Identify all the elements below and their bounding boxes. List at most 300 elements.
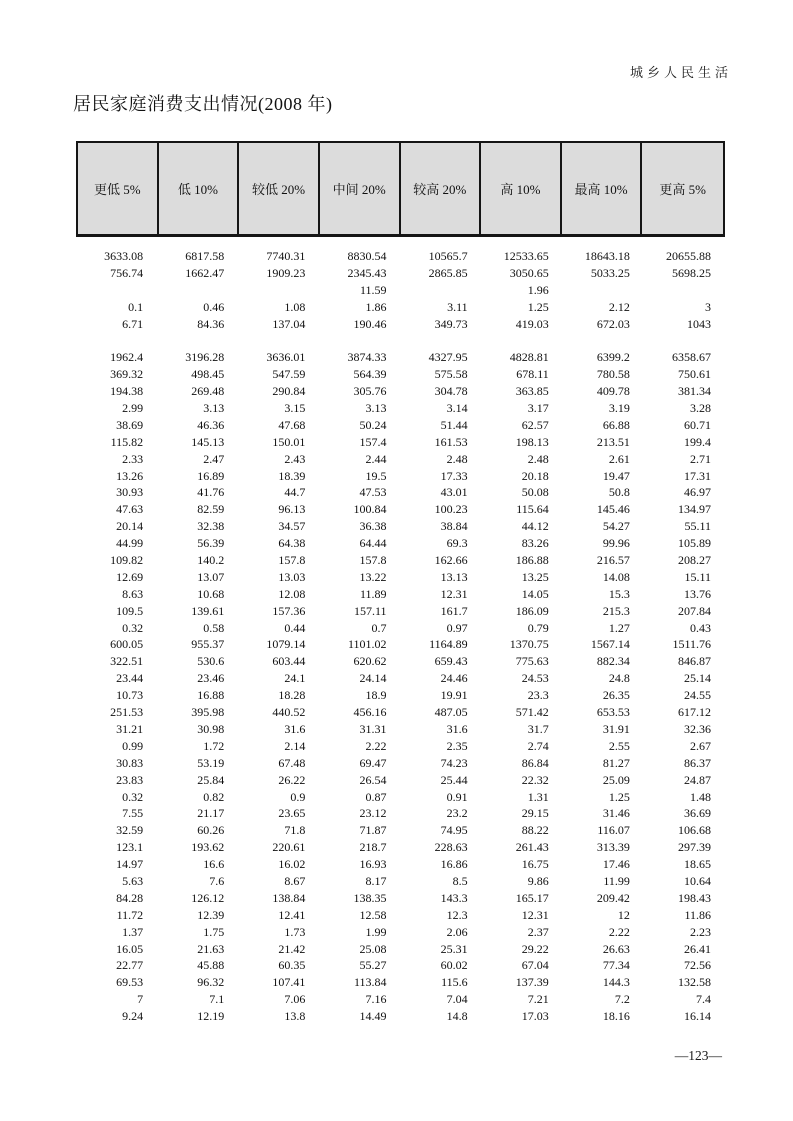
table-cell: 47.63 [116,502,144,517]
table-cell: 3.13 [203,401,225,416]
table-cell: 3.11 [447,299,468,314]
table-cell: 0.44 [284,620,306,635]
column-header: 更高 5% [659,182,706,197]
table-cell: 43.01 [440,485,468,500]
table-cell: 16.88 [197,688,225,703]
table-cell: 41.76 [197,485,225,500]
table-cell: 157.11 [353,603,387,618]
table-cell: 24.46 [440,671,468,686]
table-cell: 2.55 [608,738,630,753]
table-cell: 14.08 [602,569,630,584]
table-row [76,484,725,501]
table-cell: 16.05 [116,941,144,956]
column-header: 较低 20% [239,143,320,234]
table-cell: 17.31 [684,468,711,483]
table-row [76,670,725,687]
table-cell: 3633.08 [104,249,144,263]
table-cell: 72.56 [684,958,711,973]
table-cell: 32.36 [684,721,711,736]
table-cell: 8.63 [122,586,144,601]
table-cell: 31.7 [527,721,549,736]
table-row [76,805,725,822]
table-cell: 305.76 [353,384,387,399]
table-cell: 144.3 [602,975,630,990]
table-cell: 30.98 [197,721,225,736]
table-cell: 1.37 [122,924,144,939]
table-cell: 44.99 [116,536,144,551]
table-row [76,332,725,349]
table-cell: 23.65 [278,806,306,821]
table-cell: 53.19 [197,755,225,770]
table-cell: 251.53 [110,705,144,720]
table-cell: 5033.25 [590,265,630,280]
table-cell: 12.58 [359,907,387,922]
table-cell: 1.75 [203,924,225,939]
table-cell: 51.44 [440,417,468,432]
table-cell: 1164.89 [429,637,468,652]
table-cell: 780.58 [596,367,630,382]
table-cell: 209.42 [596,890,630,905]
table-cell: 1.27 [608,620,630,635]
table-cell: 50.08 [521,485,549,500]
consumption-table [76,141,725,1025]
table-cell: 69.47 [359,755,387,770]
table-row [76,941,725,958]
table-cell: 4828.81 [509,350,549,365]
table-cell: 11.72 [116,907,144,922]
table-cell: 145.46 [596,502,630,517]
table-cell: 8.67 [284,873,306,888]
table-cell: 18643.18 [584,249,630,263]
table-cell: 7 [137,992,144,1007]
table-cell: 106.68 [678,823,711,838]
table-cell: 60.02 [440,958,468,973]
table-row [76,535,725,552]
table-cell: 678.11 [516,367,549,382]
table-cell: 1.96 [527,282,549,297]
table-cell: 157.4 [359,434,387,449]
table-cell: 55.11 [684,519,711,534]
table-cell: 13.26 [116,468,144,483]
table-row [76,248,725,265]
table-cell: 26.54 [359,772,387,787]
table-cell: 54.27 [602,519,630,534]
table-cell: 143.3 [440,890,468,905]
table-cell: 0.32 [122,789,144,804]
table-cell: 109.82 [110,553,144,568]
table-cell: 0.99 [122,738,144,753]
table-cell: 0.97 [446,620,468,635]
table-cell: 3.17 [527,401,549,416]
table-cell: 955.37 [191,637,225,652]
table-cell: 13.03 [278,569,306,584]
table-cell: 23.46 [197,671,225,686]
table-cell: 12533.65 [503,249,549,263]
table-cell: 1662.47 [185,265,225,280]
table-cell: 13.25 [521,569,549,584]
table-cell: 25.31 [440,941,468,956]
table-cell: 14.8 [446,1009,468,1024]
table-cell: 21.17 [197,806,225,821]
table-row [76,772,725,789]
table-cell: 83.26 [521,536,549,551]
table-cell: 750.61 [678,367,711,382]
table-cell: 571.42 [515,705,549,720]
table-cell: 659.43 [434,654,468,669]
table-cell: 7.6 [209,873,225,888]
table-cell: 7.06 [284,992,306,1007]
table-cell: 45.88 [197,958,225,973]
table-cell: 139.61 [191,603,225,618]
table-cell: 18.39 [278,468,306,483]
table-cell: 1.86 [365,299,387,314]
table-cell: 12.69 [116,569,144,584]
table-cell: 1909.23 [266,265,306,280]
table-cell: 23.44 [116,671,144,686]
table-cell: 0.7 [371,620,387,635]
table-cell: 198.43 [678,890,711,905]
table-row [76,924,725,941]
table-cell: 261.43 [515,840,549,855]
column-header: 低 10% [159,143,240,234]
table-row [76,468,725,485]
table-cell: 145.13 [191,434,225,449]
table-cell: 140.2 [197,553,225,568]
table-cell: 126.12 [191,890,225,905]
table-cell: 547.59 [272,367,306,382]
table-cell: 96.13 [278,502,306,517]
table-cell: 220.61 [272,840,306,855]
table-cell: 5698.25 [672,265,711,280]
table-cell: 8.17 [365,873,387,888]
table-cell: 84.28 [116,890,144,905]
table-cell [238,282,319,299]
table-cell: 64.44 [359,536,387,551]
table-cell: 10.68 [197,586,225,601]
table-cell: 6399.2 [596,350,630,365]
table-cell: 31.46 [602,806,630,821]
table-cell: 3.19 [608,401,630,416]
table-cell: 25.08 [359,941,387,956]
table-cell: 13.22 [359,569,387,584]
table-row [76,721,725,738]
table-cell: 2.99 [122,401,144,416]
table-cell: 137.04 [272,316,306,331]
table-cell: 10565.7 [428,249,468,263]
table-cell: 1.72 [203,738,225,753]
table-cell: 107.41 [272,975,306,990]
table-cell: 24.14 [359,671,387,686]
table-cell: 69.3 [446,536,468,551]
table-row [76,839,725,856]
table-cell: 56.39 [197,536,225,551]
table-cell: 5.63 [122,873,144,888]
table-row [76,822,725,839]
table-cell: 134.97 [678,502,711,517]
table-cell [76,332,157,349]
table-cell [482,332,563,349]
table-cell: 1.25 [527,299,549,314]
table-cell: 1043 [687,316,711,331]
table-cell: 7740.31 [266,249,306,263]
table-cell: 67.04 [521,958,549,973]
table-cell: 3 [705,299,711,314]
table-cell: 46.97 [684,485,711,500]
table-cell: 3636.01 [266,350,306,365]
table-cell: 498.45 [191,367,225,382]
table-cell: 100.23 [434,502,468,517]
table-cell: 24.1 [284,671,306,686]
table-cell: 193.62 [191,840,225,855]
table-cell: 369.32 [110,367,144,382]
table-cell: 17.03 [521,1009,549,1024]
table-cell: 16.75 [521,857,549,872]
table-cell: 419.03 [515,316,549,331]
table-cell: 349.73 [434,316,468,331]
table-cell: 31.6 [284,721,306,736]
table-cell: 1.31 [527,789,549,804]
table-cell: 215.3 [602,603,630,618]
table-cell: 20.18 [521,468,549,483]
table-cell: 0.91 [446,789,468,804]
table-cell: 18.28 [278,688,306,703]
table-cell: 161.7 [440,603,468,618]
table-cell: 2.48 [446,451,468,466]
table-row [76,653,725,670]
table-row [76,856,725,873]
table-cell: 0.32 [122,620,144,635]
table-cell: 672.03 [596,316,630,331]
column-header: 更低 5% [78,143,159,234]
table-cell: 564.39 [353,367,387,382]
table-cell: 7.21 [527,992,549,1007]
table-cell: 2.22 [365,738,387,753]
table-cell: 756.74 [110,265,144,280]
table-cell: 228.63 [434,840,468,855]
table-row [76,518,725,535]
table-cell: 60.71 [684,417,711,432]
table-cell: 86.84 [521,755,549,770]
page-title: 居民家庭消费支出情况(2008 年) [73,94,333,114]
table-row [76,451,725,468]
table-cell: 17.33 [440,468,468,483]
table-cell: 46.36 [197,417,225,432]
table-cell [563,282,644,299]
table-cell: 2.61 [608,451,630,466]
table-cell: 77.34 [602,958,630,973]
table-cell: 25.84 [197,772,225,787]
table-cell: 84.36 [197,316,225,331]
table-cell: 487.05 [434,705,468,720]
table-cell: 13.76 [684,586,711,601]
table-cell: 23.2 [446,806,468,821]
table-row [76,907,725,924]
table-cell: 31.6 [446,721,468,736]
table-cell: 81.27 [602,755,630,770]
table-cell: 2.14 [284,738,306,753]
table-row [76,957,725,974]
table-row [76,265,725,282]
table-row [76,299,725,316]
table-cell: 2.35 [446,738,468,753]
table-cell: 1.08 [284,299,306,314]
table-cell: 216.57 [596,553,630,568]
table-cell: 60.35 [278,958,306,973]
table-cell: 47.53 [359,485,387,500]
table-cell [157,332,238,349]
table-row [76,789,725,806]
table-cell: 653.53 [596,705,630,720]
table-row [76,1008,725,1025]
table-cell: 1101.02 [347,637,387,652]
table-cell: 2.22 [608,924,630,939]
table-cell: 20655.88 [666,249,711,263]
table-cell: 381.34 [678,384,711,399]
table-cell: 13.13 [440,569,468,584]
table-cell: 30.93 [116,485,144,500]
table-cell: 7.04 [446,992,468,1007]
table-cell: 12.41 [278,907,306,922]
table-cell [401,332,482,349]
table-cell: 7.4 [696,992,711,1007]
table-cell: 26.63 [602,941,630,956]
table-cell: 575.58 [434,367,468,382]
table-cell: 12.39 [197,907,225,922]
table-cell: 1.73 [284,924,306,939]
table-cell: 2345.43 [347,265,387,280]
table-cell: 1.25 [608,789,630,804]
table-cell: 617.12 [678,705,711,720]
table-cell: 74.23 [440,755,468,770]
table-cell: 23.12 [359,806,387,821]
table-cell: 1370.75 [509,637,549,652]
table-cell: 186.09 [515,603,549,618]
table-cell: 11.59 [359,282,387,297]
table-cell: 15.3 [608,586,630,601]
table-cell: 3050.65 [509,265,549,280]
table-cell: 440.52 [272,705,306,720]
table-cell: 2.33 [122,451,144,466]
table-cell: 69.53 [116,975,144,990]
table-row [76,636,725,653]
table-cell: 269.48 [191,384,225,399]
table-cell: 4327.95 [428,350,468,365]
page-number: —123— [674,1048,722,1063]
table-cell: 24.87 [684,772,711,787]
table-cell: 60.26 [197,823,225,838]
table-row [76,974,725,991]
table-row [76,873,725,890]
column-header: 高 10% [481,143,562,234]
table-cell: 113.84 [353,975,387,990]
table-cell: 882.34 [596,654,630,669]
table-cell: 11.99 [603,873,630,888]
table-cell: 620.62 [353,654,387,669]
table-cell [157,282,238,299]
table-cell: 23.3 [527,688,549,703]
table-cell: 24.53 [521,671,549,686]
table-cell: 29.15 [521,806,549,821]
table-cell: 14.49 [359,1009,387,1024]
column-header: 最高 10% [562,143,643,234]
table-cell: 150.01 [272,434,306,449]
table-cell: 24.55 [684,688,711,703]
table-cell: 2865.85 [428,265,468,280]
table-cell: 50.8 [608,485,630,500]
table-cell: 25.14 [684,671,711,686]
table-row [76,890,725,907]
table-cell: 32.38 [197,519,225,534]
table-cell: 12.31 [521,907,549,922]
table-cell: 14.97 [116,857,144,872]
table-row [76,417,725,434]
table-row [76,316,725,333]
table-cell: 775.63 [515,654,549,669]
table-cell: 9.86 [527,873,549,888]
table-cell: 2.44 [365,451,387,466]
table-cell: 88.22 [521,823,549,838]
table-cell: 19.91 [440,688,468,703]
table-cell: 82.59 [197,502,225,517]
table-cell: 11.86 [684,907,711,922]
table-cell: 18.65 [684,857,711,872]
table-cell [319,332,400,349]
table-cell: 23.83 [116,772,144,787]
table-cell [644,332,725,349]
table-row [76,755,725,772]
table-cell: 19.5 [365,468,387,483]
table-cell: 38.84 [440,519,468,534]
table-cell: 36.38 [359,519,387,534]
table-row [76,349,725,366]
table-header-row [76,141,725,237]
table-cell: 31.91 [602,721,630,736]
table-cell: 16.6 [203,857,225,872]
table-row [76,400,725,417]
table-cell: 157.36 [272,603,306,618]
table-cell: 74.95 [440,823,468,838]
table-cell: 132.58 [678,975,711,990]
table-cell: 50.24 [359,417,387,432]
table-cell: 138.35 [353,890,387,905]
table-cell: 25.44 [440,772,468,787]
table-cell: 313.39 [596,840,630,855]
table-row [76,586,725,603]
table-cell: 38.69 [116,417,144,432]
table-cell: 0.82 [203,789,225,804]
table-cell: 10.64 [684,873,711,888]
table-cell: 99.96 [602,536,630,551]
table-cell: 157.8 [359,553,387,568]
table-cell: 137.39 [515,975,549,990]
table-cell: 2.37 [527,924,549,939]
table-cell: 2.06 [446,924,468,939]
table-cell: 7.1 [209,992,225,1007]
table-cell: 26.22 [278,772,306,787]
table-cell: 603.44 [272,654,306,669]
table-cell: 109.5 [116,603,144,618]
table-cell: 213.51 [596,434,630,449]
table-cell: 26.41 [684,941,711,956]
table-cell: 2.48 [527,451,549,466]
table-cell: 0.87 [365,789,387,804]
table-cell: 62.57 [521,417,549,432]
table-cell: 12.19 [197,1009,225,1024]
table-cell: 3.28 [690,401,711,416]
table-cell: 105.89 [678,536,711,551]
table-cell: 15.11 [684,569,711,584]
table-cell: 25.09 [602,772,630,787]
